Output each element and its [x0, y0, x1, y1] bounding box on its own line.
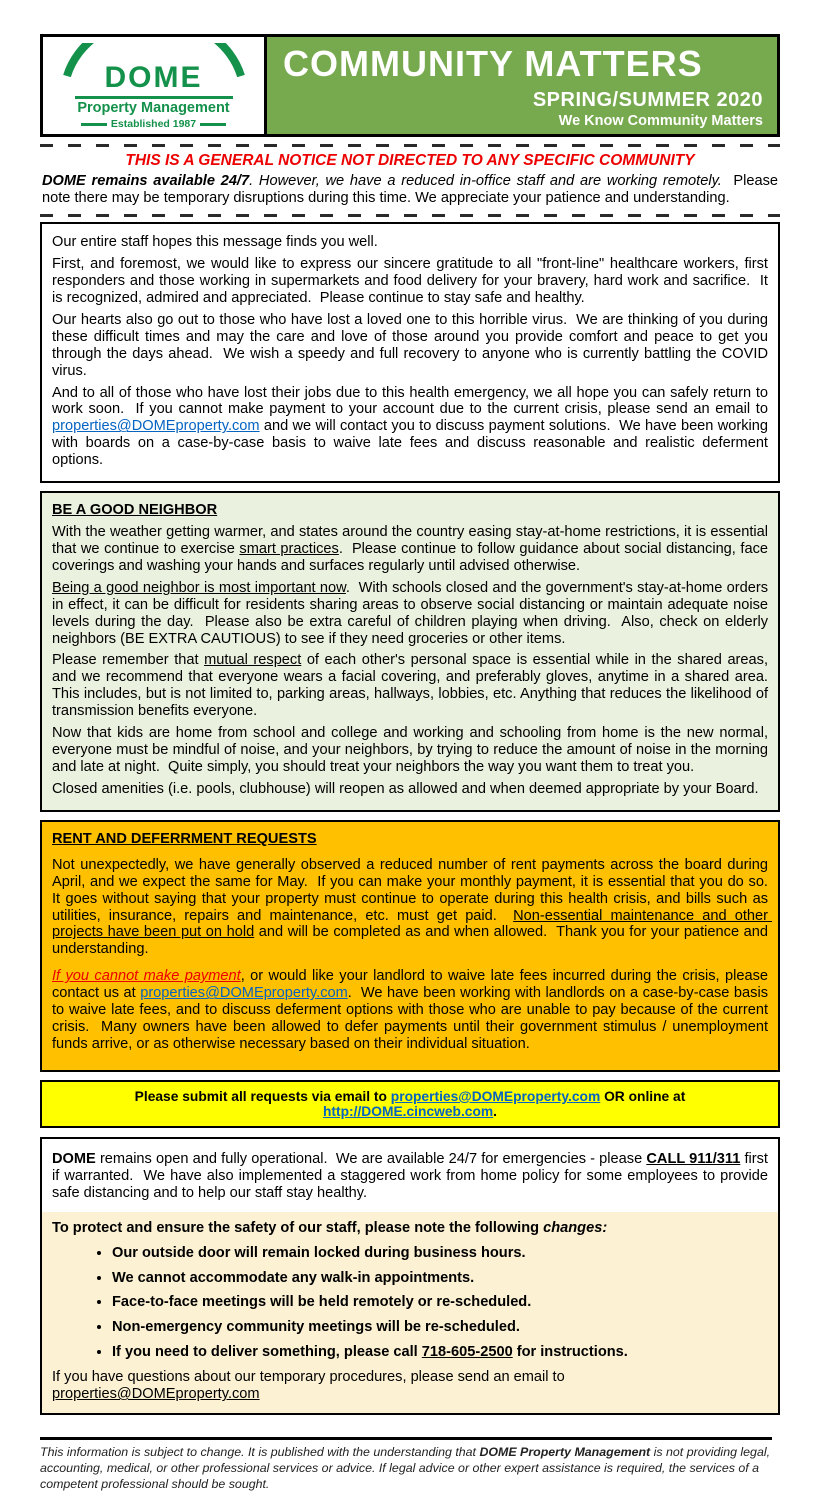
- section-heading-neighbor: BE A GOOD NEIGHBOR: [52, 502, 218, 519]
- text-segment: Our hearts also go out to those who have lost a loved one to this horrible virus. We are thinking of you during these difficult times and may the care and love of those around you provide comfort and peace to get you through the days ahead. We wish a speedy and full recovery to anyone who is currently battling the COVID virus.: [52, 311, 773, 379]
- paragraph: [52, 725, 773, 776]
- text-segment: Please submit all requests via email to: [134, 1088, 391, 1104]
- staff-message-box: [40, 222, 780, 483]
- masthead-green-panel: [267, 37, 777, 134]
- text-segment: , or would like your landlord to waive late fees incurred during the crisis, please contact us at: [52, 968, 773, 1002]
- paragraph: [52, 311, 773, 380]
- text-segment: Closed amenities (i.e. pools, clubhouse) will reopen as allowed and when deemed appropriate by your Board.: [52, 780, 759, 797]
- changes-heading: [52, 1220, 768, 1237]
- dashed-separator-top: [40, 144, 780, 147]
- text-segment: Non-essential maintenance and other projects have been put on hold: [52, 907, 773, 941]
- text-segment: Face-to-face meetings will be held remotely or re-scheduled.: [112, 1294, 532, 1311]
- paragraph: [52, 968, 773, 1053]
- text-segment: . With schools closed and the government's stay-at-home orders in effect, it can be difficult for residents sharing areas to observe social distancing or maintain adequate noise levels during the day. Please also be extra careful of children playing when driving. Also, check on elderly neighbors (BE EXTRA CAUTIOUS) to see if they need groceries or other items.: [52, 579, 773, 647]
- section-heading-rent: RENT AND DEFERRMENT REQUESTS: [52, 830, 317, 847]
- list-item: [112, 1294, 768, 1311]
- operations-closing: [52, 1369, 768, 1403]
- text-segment: .: [493, 1103, 497, 1119]
- good-neighbor-box: [40, 491, 780, 812]
- list-item: [112, 1245, 768, 1262]
- paragraph: [52, 256, 773, 307]
- text-segment: Please remember that: [52, 652, 205, 669]
- paragraph: [52, 384, 773, 470]
- text-segment: . We have been working with landlords on a case-by-case basis to waive late fees, and to discuss deferment options with those who are unable to pay because of the current crisis. Many owners have been allowed to defer payments until their government stimulus / unemployment funds arrive, or as otherwise necessary based on their individual situation.: [52, 985, 773, 1052]
- text-segment: CALL 911/311: [646, 1150, 741, 1167]
- text-segment: If you need to deliver something, please call: [112, 1344, 422, 1361]
- text-segment: for instructions.: [512, 1344, 628, 1361]
- email-link-properties[interactable]: properties@DOMEproperty.com: [52, 418, 260, 435]
- operations-changes: [42, 1212, 778, 1413]
- paragraph: [52, 579, 773, 648]
- paragraph: [52, 652, 777, 720]
- masthead: [40, 34, 780, 137]
- text-segment: Our entire staff hopes this message finds you well.: [52, 234, 378, 251]
- text-segment: and we will contact you to discuss payment solutions. We have been working with boards on a case-by-case basis to waive late fees and discuss reasonable and realistic deferment options.: [52, 418, 773, 469]
- text-segment: DOME Property Management: [479, 1445, 651, 1460]
- list-item: [112, 1344, 768, 1361]
- text-segment: of each other's personal space is essential while in the shared areas, and we recommend that everyone wears a facial covering, and preferably gloves, anytime in a shared area. This includes, but is not limited to, parking areas, hallways, lobbies, etc. Anything that reduces the likelihood of transmission benefits everyone.: [52, 652, 777, 720]
- notice-title: THIS IS A GENERAL NOTICE NOT DIRECTED TO ANY SPECIFIC COMMUNITY: [125, 152, 695, 169]
- text-segment: . However, we have a reduced in-office staff and are working remotely.: [249, 173, 722, 189]
- submit-requests-bar: [40, 1080, 780, 1128]
- text-segment: Being a good neighbor is most important now: [52, 579, 346, 596]
- list-item: [112, 1270, 768, 1287]
- text-segment: remains open and fully operational. We are available 24/7 for emergencies - please: [95, 1150, 647, 1167]
- text-segment: is not providing legal, accounting, medical, or other professional services or advice. If legal advice or other expert assistance is required, the services of a competent professional should be sought.: [40, 1445, 774, 1492]
- text-segment: We cannot accommodate any walk-in appointments.: [112, 1269, 475, 1286]
- logo-name: DOME: [104, 60, 203, 94]
- text-segment: DOME: [52, 1150, 96, 1167]
- paragraph: [52, 856, 777, 959]
- text-segment: smart practices: [239, 540, 339, 557]
- text-segment: OR online at: [600, 1088, 690, 1104]
- email-link-properties: properties@DOMEproperty.com: [52, 1386, 260, 1403]
- rent-deferrment-box: [40, 820, 780, 1072]
- newsletter-season: SPRING/SUMMER 2020: [532, 88, 763, 111]
- operations-box: [40, 1137, 780, 1415]
- text-segment: DOME remains available 24/7: [42, 173, 250, 189]
- logo-subtitle: Property Management: [77, 99, 230, 116]
- list-item: [112, 1319, 768, 1336]
- dome-arc-icon: [59, 43, 249, 77]
- text-segment: first if warranted. We have also implemented a staggered work from home policy for some employees to provide safe distancing and to help our staff stay healthy.: [52, 1150, 773, 1201]
- dashed-separator-bottom: [40, 214, 780, 217]
- text-segment: Please note there may be temporary disruptions during this time. We appreciate your patience and understanding.: [42, 173, 783, 207]
- logo-dash-right: [200, 123, 226, 126]
- newsletter-tagline: We Know Community Matters: [558, 112, 763, 129]
- text-segment: changes:: [543, 1219, 608, 1236]
- dome-logo: [43, 37, 267, 134]
- logo-established: [81, 118, 226, 130]
- operations-intro: [42, 1139, 778, 1212]
- text-segment: Now that kids are home from school and college and working and schooling from home is the new normal, everyone must be mindful of noise, and your neighbors, by trying to reduce the amount of noise in the morning and late at night. Quite simply, you should treat your neighbors the way you want them to treat you.: [52, 725, 773, 776]
- text-segment: With the weather getting warmer, and states around the country easing stay-at-home restrictions, it is essential that we continue to exercise: [52, 524, 773, 557]
- paragraph: [52, 781, 768, 798]
- text-segment: Not unexpectedly, we have generally observed a reduced number of rent payments across the board during April, and we expect the same for May. If you can make your monthly payment, it is essential that you do so. It goes without saying that your property must continue to operate during this health crisis, and bills such as utilities, insurance, repairs and maintenance, etc. must get paid.: [52, 856, 777, 924]
- text-segment: and will be completed as and when allowed. Thank you for your patience and understanding.: [52, 924, 773, 958]
- email-link-properties[interactable]: properties@DOMEproperty.com: [390, 1088, 601, 1104]
- logo-dash-left: [81, 123, 107, 126]
- text-segment: And to all of those who have lost their jobs due to this health emergency, we all hope you can safely return to work soon. If you cannot make payment to your account due to the current crisis, please send an email to: [52, 384, 773, 418]
- url-link-cincweb[interactable]: http://DOME.cincweb.com: [322, 1103, 494, 1119]
- text-segment: First, and foremost, we would like to express our sincere gratitude to all "front-line" healthcare workers, first responders and those working in supermarkets and food delivery for your bravery, hard work and sacrifice. It is recognized, admired and appreciated. Please continue to stay safe and healthy.: [52, 256, 773, 306]
- logo-divider: [75, 96, 233, 99]
- paragraph: [52, 524, 773, 575]
- text-segment: mutual respect: [204, 652, 302, 669]
- text-segment: If you cannot make payment: [52, 968, 241, 985]
- text-segment: This information is subject to change. It is published with the understanding that: [40, 1445, 480, 1460]
- text-segment: Non-emergency community meetings will be re-scheduled.: [112, 1319, 520, 1336]
- footer-disclaimer: [40, 1437, 772, 1492]
- email-link-properties[interactable]: properties@DOMEproperty.com: [140, 985, 348, 1002]
- text-segment: Our outside door will remain locked during business hours.: [112, 1244, 526, 1261]
- text-segment: To protect and ensure the safety of our staff, please note the following: [52, 1219, 544, 1236]
- newsletter-title: COMMUNITY MATTERS: [283, 43, 703, 84]
- paragraph: [52, 1150, 773, 1202]
- phone-number: 718-605-2500: [421, 1344, 513, 1361]
- notice-intro: [40, 173, 783, 207]
- text-segment: If you have questions about our temporary procedures, please send an email to: [52, 1369, 569, 1386]
- paragraph: [52, 234, 768, 251]
- logo-established-text: Established 1987: [110, 118, 197, 131]
- text-segment: . Please continue to follow guidance about social distancing, face coverings and washing your hands and surfaces regularly until advised otherwise.: [52, 540, 773, 574]
